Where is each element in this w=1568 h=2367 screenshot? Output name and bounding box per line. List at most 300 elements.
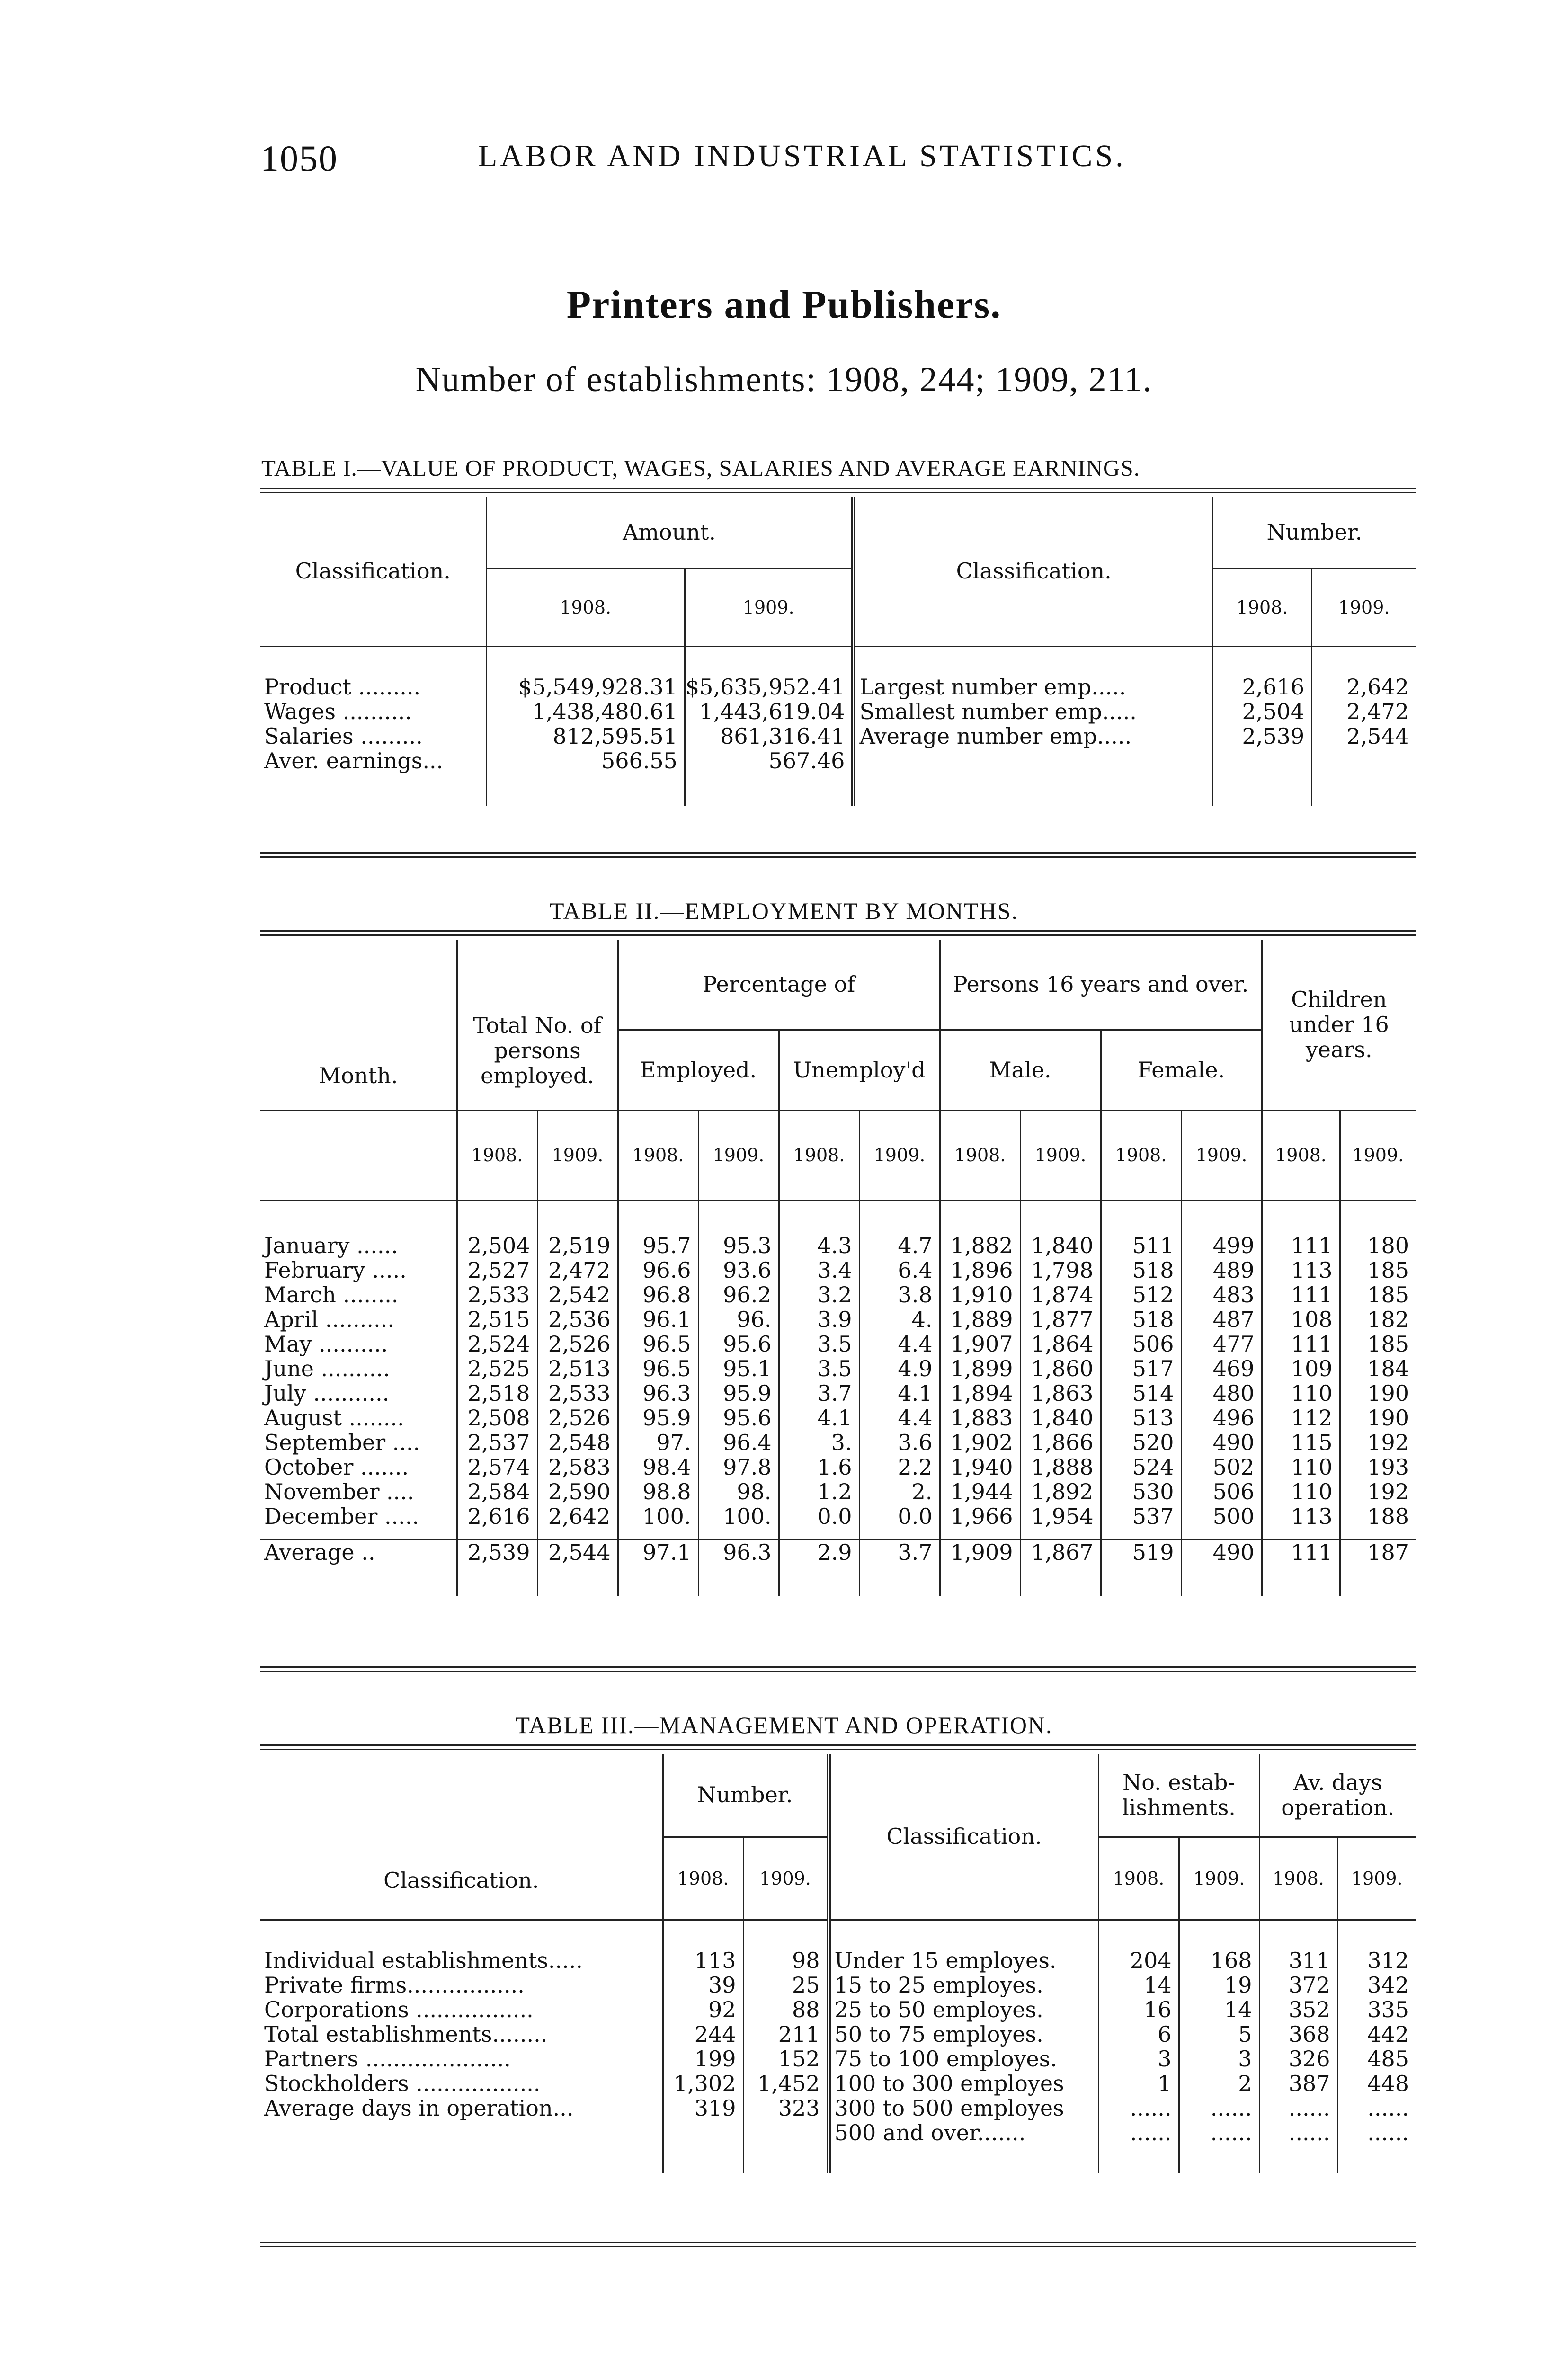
table1-number-1908-value: 2,616 <box>1212 675 1311 699</box>
table2-cell-ma9: 1,866 <box>1020 1430 1101 1455</box>
table2-cell-f9: 490 <box>1181 1430 1262 1455</box>
table2-cell-e9: 95.9 <box>698 1381 779 1406</box>
table3-estab-1909-value: 168 <box>1179 1948 1259 1973</box>
table2-cell-t9: 2,519 <box>537 1233 618 1258</box>
table2-cell-u8: 3.9 <box>779 1307 859 1332</box>
table2-cell-c9: 182 <box>1340 1307 1416 1332</box>
table2-cell-f9: 496 <box>1181 1406 1262 1430</box>
table1-number-1908: 1908. <box>1212 568 1311 646</box>
table1-number-header: Number. <box>1212 497 1416 568</box>
table2-percentage-header: Percentage of <box>618 940 940 1030</box>
table2-cell-ma9: 1,864 <box>1020 1332 1101 1356</box>
table2-children-header: Children under 16 years. <box>1262 940 1416 1110</box>
table2-cell-t8: 2,525 <box>457 1356 537 1381</box>
table2-cell-t9: 2,472 <box>537 1258 618 1282</box>
table2-cell-u8: 1.6 <box>779 1455 859 1479</box>
table2-year-1908: 1908. <box>940 1110 1020 1200</box>
table3-avdays-1908-value: 326 <box>1259 2047 1337 2071</box>
table2-row <box>260 1406 1416 1430</box>
table2-average-f8: 519 <box>1101 1539 1181 1577</box>
table1-row-label2 <box>854 748 1212 773</box>
table2-year-1908: 1908. <box>457 1110 537 1200</box>
table2-average-ma8: 1,909 <box>940 1539 1020 1577</box>
table3-row-label: Total establishments........ <box>264 2021 548 2047</box>
table2-cell-ma8: 1,896 <box>940 1258 1020 1282</box>
table2-month-label: August ........ <box>264 1405 404 1431</box>
table3-row <box>260 1997 1416 2022</box>
table2-cell-t8: 2,518 <box>457 1381 537 1406</box>
table3-size-label: Under 15 employes. <box>829 1948 1098 1973</box>
table2-cell-u9: 3.6 <box>859 1430 940 1455</box>
table2-month-label: June .......... <box>264 1356 390 1381</box>
table3-number-header: Number. <box>663 1754 829 1837</box>
table2-cell-e8: 95.9 <box>618 1406 698 1430</box>
table1-number-1909-value: 2,472 <box>1312 699 1416 724</box>
table3-number-1909-value: 98 <box>743 1948 829 1973</box>
table3-estab-1909-value: 14 <box>1179 1997 1259 2022</box>
table3-estab-1909-value: 19 <box>1179 1973 1259 1997</box>
table3-number-1908-value: 92 <box>663 1997 743 2022</box>
table3-estab-1908-value: 6 <box>1098 2022 1179 2047</box>
table3-number-1908-value <box>663 2120 743 2145</box>
table2-cell-t9: 2,526 <box>537 1332 618 1356</box>
table2-cell-u8: 3.2 <box>779 1282 859 1307</box>
table2-cell-u8: 3.4 <box>779 1258 859 1282</box>
table2-cell-c8: 113 <box>1262 1504 1340 1529</box>
table1-classification-header: Classification. <box>260 497 486 646</box>
table2-total-header: Total No. of persons employed. <box>457 940 618 1110</box>
table2-cell-ma9: 1,840 <box>1020 1406 1101 1430</box>
table2-cell-t8: 2,524 <box>457 1332 537 1356</box>
table2-cell-e8: 96.3 <box>618 1381 698 1406</box>
table3-size-label: 25 to 50 employes. <box>829 1997 1098 2022</box>
table2-year-1909: 1909. <box>1340 1110 1416 1200</box>
table3-estab-1909-value: 3 <box>1179 2047 1259 2071</box>
table2-average-t9: 2,544 <box>537 1539 618 1577</box>
table2-month-label: October ....... <box>264 1454 409 1480</box>
table1-number-1908-value <box>1212 748 1311 773</box>
table3-number-1909-value: 1,452 <box>743 2071 829 2096</box>
table3-size-label: 75 to 100 employes. <box>829 2047 1098 2071</box>
table2-cell-u9: 4.7 <box>859 1233 940 1258</box>
table2-cell-t8: 2,574 <box>457 1455 537 1479</box>
table2-cell-t9: 2,590 <box>537 1479 618 1504</box>
table2-unemployed-header: Unemploy'd <box>779 1030 940 1110</box>
table2-cell-f8: 524 <box>1101 1455 1181 1479</box>
table1-number-1909-value: 2,642 <box>1312 675 1416 699</box>
table2-cell-f8: 514 <box>1101 1381 1181 1406</box>
table3-number-1908-value: 319 <box>663 2096 743 2120</box>
table2-cell-f9: 499 <box>1181 1233 1262 1258</box>
table2-cell-e8: 100. <box>618 1504 698 1529</box>
table3-avdays-1909: 1909. <box>1337 1837 1416 1920</box>
table3-size-label: 500 and over....... <box>829 2120 1098 2145</box>
table2-cell-u8: 3.5 <box>779 1356 859 1381</box>
table2-cell-f9: 489 <box>1181 1258 1262 1282</box>
table2-female-header: Female. <box>1101 1030 1262 1110</box>
table2-cell-f8: 506 <box>1101 1332 1181 1356</box>
table3-avdays-1908-value: 352 <box>1259 1997 1337 2022</box>
table3-estab-1909-value: ...... <box>1179 2096 1259 2120</box>
table2-cell-ma9: 1,798 <box>1020 1258 1101 1282</box>
table2-cell-f9: 477 <box>1181 1332 1262 1356</box>
table1-top-rule <box>260 488 1416 493</box>
table2-cell-u8: 4.1 <box>779 1406 859 1430</box>
table2-row <box>260 1356 1416 1381</box>
table2-cell-e8: 97. <box>618 1430 698 1455</box>
table2-month-label: December ..... <box>264 1504 419 1529</box>
table2-cell-c8: 113 <box>1262 1258 1340 1282</box>
table2-month-label: February ..... <box>264 1257 407 1283</box>
table3-avdays-1909-value: 442 <box>1337 2022 1416 2047</box>
table2-cell-t9: 2,513 <box>537 1356 618 1381</box>
table2-cell-u9: 2.2 <box>859 1455 940 1479</box>
table3-avdays-1908-value: 387 <box>1259 2071 1337 2096</box>
table2-cell-ma9: 1,888 <box>1020 1455 1101 1479</box>
table2-cell-c8: 112 <box>1262 1406 1340 1430</box>
table3-row <box>260 2047 1416 2071</box>
table2-cell-c9: 190 <box>1340 1406 1416 1430</box>
table3-avdays-1909-value: ...... <box>1337 2120 1416 2145</box>
table2-cell-e8: 96.8 <box>618 1282 698 1307</box>
table2-row <box>260 1307 1416 1332</box>
table2-row <box>260 1430 1416 1455</box>
table3-size-label: 100 to 300 employes <box>829 2071 1098 2096</box>
table2-employed-header: Employed. <box>618 1030 779 1110</box>
table2-cell-c9: 190 <box>1340 1381 1416 1406</box>
table2-cell-t8: 2,537 <box>457 1430 537 1455</box>
table2-cell-c8: 108 <box>1262 1307 1340 1332</box>
table2-month-label: March ........ <box>264 1282 399 1308</box>
table2-cell-ma9: 1,874 <box>1020 1282 1101 1307</box>
table2-bottom-rule <box>260 1666 1416 1672</box>
table2-cell-c9: 180 <box>1340 1233 1416 1258</box>
table1-number-1909: 1909. <box>1312 568 1416 646</box>
table2-cell-e9: 100. <box>698 1504 779 1529</box>
table3-top-rule <box>260 1744 1416 1750</box>
table2-cell-c8: 110 <box>1262 1479 1340 1504</box>
table2-cell-ma8: 1,883 <box>940 1406 1020 1430</box>
table2-average-e8: 97.1 <box>618 1539 698 1577</box>
table2-cell-c9: 185 <box>1340 1258 1416 1282</box>
table2-average-c8: 111 <box>1262 1539 1340 1577</box>
table3-classification-header: Classification. <box>260 1754 663 1920</box>
table1-amount-1908-value: 812,595.51 <box>486 724 685 748</box>
table1-row <box>260 748 1416 773</box>
table2-cell-e8: 96.1 <box>618 1307 698 1332</box>
table2-cell-t8: 2,584 <box>457 1479 537 1504</box>
table2-year-1908: 1908. <box>618 1110 698 1200</box>
table3-row-label <box>260 2120 663 2145</box>
table2-average-u9: 3.7 <box>859 1539 940 1577</box>
table1-amount-1908: 1908. <box>486 568 685 646</box>
table2-cell-u9: 4.1 <box>859 1381 940 1406</box>
table2-month-label: July ........... <box>264 1380 390 1406</box>
table3-estab-1908-value: ...... <box>1098 2120 1179 2145</box>
table1 <box>260 497 1416 806</box>
table2-month-label: January ...... <box>264 1233 398 1258</box>
table3-size-label: 300 to 500 employes <box>829 2096 1098 2120</box>
table2-cell-t9: 2,533 <box>537 1381 618 1406</box>
table2-year-1909: 1909. <box>1181 1110 1262 1200</box>
table1-amount-1908-value: 566.55 <box>486 748 685 773</box>
table2-cell-ma8: 1,882 <box>940 1233 1020 1258</box>
table2-average-e9: 96.3 <box>698 1539 779 1577</box>
table2-row <box>260 1479 1416 1504</box>
table1-bottom-rule <box>260 852 1416 858</box>
table3-number-1909-value: 88 <box>743 1997 829 2022</box>
table2-year-1908: 1908. <box>1101 1110 1181 1200</box>
table3-number-1908-value: 39 <box>663 1973 743 1997</box>
table2-cell-ma9: 1,863 <box>1020 1381 1101 1406</box>
table2-row <box>260 1233 1416 1258</box>
table2-cell-c9: 185 <box>1340 1282 1416 1307</box>
table2-cell-ma8: 1,894 <box>940 1381 1020 1406</box>
table1-row-label: Product ......... <box>264 674 421 700</box>
table2-male-header: Male. <box>940 1030 1101 1110</box>
table2-cell-t8: 2,508 <box>457 1406 537 1430</box>
table2-cell-c8: 111 <box>1262 1332 1340 1356</box>
table1-row <box>260 699 1416 724</box>
table3-avdays-1909-value: 342 <box>1337 1973 1416 1997</box>
table2-cell-e8: 96.5 <box>618 1356 698 1381</box>
table3-number-1908-value: 244 <box>663 2022 743 2047</box>
table3-avdays-1908: 1908. <box>1259 1837 1337 1920</box>
table1-amount-1909-value: 567.46 <box>685 748 854 773</box>
table2-cell-c8: 111 <box>1262 1233 1340 1258</box>
table3-number-1909-value <box>743 2120 829 2145</box>
table2-cell-t9: 2,526 <box>537 1406 618 1430</box>
table2-cell-t9: 2,536 <box>537 1307 618 1332</box>
table3-estab-1908: 1908. <box>1098 1837 1179 1920</box>
table1-amount-1908-value: 1,438,480.61 <box>486 699 685 724</box>
table2-cell-f8: 518 <box>1101 1258 1181 1282</box>
table2-cell-ma8: 1,899 <box>940 1356 1020 1381</box>
table2-cell-t9: 2,583 <box>537 1455 618 1479</box>
page-title: Printers and Publishers. <box>566 283 1002 327</box>
table1-amount-1909: 1909. <box>685 568 854 646</box>
page-number: 1050 <box>260 138 338 179</box>
table2-month-header: Month. <box>260 940 457 1110</box>
table2-cell-e9: 95.3 <box>698 1233 779 1258</box>
table2-year-1909: 1909. <box>1020 1110 1101 1200</box>
table2-year-1909: 1909. <box>537 1110 618 1200</box>
table3-estab-1908-value: 3 <box>1098 2047 1179 2071</box>
table3-number-1909-value: 323 <box>743 2096 829 2120</box>
table3-row-label: Private firms................. <box>264 1972 525 1998</box>
table2-cell-f9: 487 <box>1181 1307 1262 1332</box>
table2-cell-u9: 2. <box>859 1479 940 1504</box>
table1-number-1908-value: 2,539 <box>1212 724 1311 748</box>
table3-row-label: Average days in operation... <box>264 2095 574 2121</box>
table2-cell-e9: 95.6 <box>698 1332 779 1356</box>
table3-row-label: Partners ..................... <box>264 2046 511 2072</box>
table2-cell-c8: 111 <box>1262 1282 1340 1307</box>
table3-avdays-1908-value: 311 <box>1259 1948 1337 1973</box>
table2-cell-f8: 530 <box>1101 1479 1181 1504</box>
table2-row <box>260 1455 1416 1479</box>
table2-cell-ma9: 1,892 <box>1020 1479 1101 1504</box>
table3-row <box>260 2096 1416 2120</box>
table3-row <box>260 2071 1416 2096</box>
table2-cell-u8: 3.7 <box>779 1381 859 1406</box>
table3-avdays-1909-value: 448 <box>1337 2071 1416 2096</box>
table2-cell-c8: 110 <box>1262 1381 1340 1406</box>
table2-average-row <box>260 1539 1416 1577</box>
table3-number-1908-value: 113 <box>663 1948 743 1973</box>
table2-cell-e9: 98. <box>698 1479 779 1504</box>
table3-estab-1908-value: 204 <box>1098 1948 1179 1973</box>
table3-estab-1909-value: 2 <box>1179 2071 1259 2096</box>
table2-cell-e8: 96.5 <box>618 1332 698 1356</box>
table2-cell-f8: 520 <box>1101 1430 1181 1455</box>
table2-caption: TABLE II.—EMPLOYMENT BY MONTHS. <box>550 898 1018 924</box>
table2-cell-t9: 2,542 <box>537 1282 618 1307</box>
table2-cell-e9: 96.4 <box>698 1430 779 1455</box>
table2-cell-e9: 95.1 <box>698 1356 779 1381</box>
table2-cell-u9: 4.9 <box>859 1356 940 1381</box>
table3-bottom-rule <box>260 2242 1416 2247</box>
table1-classification2-header: Classification. <box>854 497 1212 646</box>
table3-size-label: 50 to 75 employes. <box>829 2022 1098 2047</box>
table3-row <box>260 2022 1416 2047</box>
table2-average-c9: 187 <box>1340 1539 1416 1577</box>
table1-number-1908-value: 2,504 <box>1212 699 1311 724</box>
table2-year-1909: 1909. <box>859 1110 940 1200</box>
table1-row-label2: Average number emp..... <box>854 724 1212 748</box>
table3-estab-1908-value: 16 <box>1098 1997 1179 2022</box>
table3-estab-1908-value: ...... <box>1098 2096 1179 2120</box>
table2-cell-t8: 2,515 <box>457 1307 537 1332</box>
table3-number-1909: 1909. <box>743 1837 829 1920</box>
table3-number-1908-value: 199 <box>663 2047 743 2071</box>
table2-year-1908: 1908. <box>779 1110 859 1200</box>
table2-cell-c8: 109 <box>1262 1356 1340 1381</box>
table2-cell-ma8: 1,940 <box>940 1455 1020 1479</box>
table3-estab-1909: 1909. <box>1179 1837 1259 1920</box>
table1-row-label: Aver. earnings... <box>264 748 444 774</box>
table2-cell-c9: 192 <box>1340 1479 1416 1504</box>
table2-cell-t9: 2,642 <box>537 1504 618 1529</box>
table2-cell-t8: 2,527 <box>457 1258 537 1282</box>
table3-avdays-1908-value: ...... <box>1259 2096 1337 2120</box>
table3-row-label: Stockholders .................. <box>264 2071 541 2096</box>
table3-classification2-header: Classification. <box>829 1754 1098 1920</box>
table1-caption: TABLE I.—VALUE OF PRODUCT, WAGES, SALARIES AND AVERAGE EARNINGS. <box>261 455 1140 481</box>
table2-cell-f8: 511 <box>1101 1233 1181 1258</box>
table2-cell-e9: 95.6 <box>698 1406 779 1430</box>
table2-cell-ma8: 1,889 <box>940 1307 1020 1332</box>
table2-cell-f9: 502 <box>1181 1455 1262 1479</box>
table1-row <box>260 675 1416 699</box>
table3-row <box>260 2120 1416 2145</box>
table2-cell-f8: 537 <box>1101 1504 1181 1529</box>
table2-cell-u8: 3. <box>779 1430 859 1455</box>
table2-row <box>260 1381 1416 1406</box>
table3-estab-header: No. estab- lishments. <box>1098 1754 1259 1837</box>
table3-estab-1909-value: 5 <box>1179 2022 1259 2047</box>
table1-row-label: Wages .......... <box>264 699 412 724</box>
table2-cell-t8: 2,504 <box>457 1233 537 1258</box>
table2-cell-c9: 188 <box>1340 1504 1416 1529</box>
table2-cell-e8: 98.4 <box>618 1455 698 1479</box>
table2-cell-f9: 506 <box>1181 1479 1262 1504</box>
table2-cell-t8: 2,533 <box>457 1282 537 1307</box>
table2-row <box>260 1282 1416 1307</box>
table3-avdays-1908-value: 372 <box>1259 1973 1337 1997</box>
table1-row-label2: Smallest number emp..... <box>854 699 1212 724</box>
table3-caption: TABLE III.—MANAGEMENT AND OPERATION. <box>515 1712 1053 1738</box>
table2-month-label: April .......... <box>264 1307 394 1332</box>
table2-cell-u9: 4. <box>859 1307 940 1332</box>
table2 <box>260 940 1416 1596</box>
table2-average-ma9: 1,867 <box>1020 1539 1101 1577</box>
table2-cell-e9: 96. <box>698 1307 779 1332</box>
table2-month-label: September .... <box>264 1430 420 1455</box>
table3-number-1909-value: 152 <box>743 2047 829 2071</box>
table2-cell-f9: 469 <box>1181 1356 1262 1381</box>
table2-cell-ma8: 1,902 <box>940 1430 1020 1455</box>
table2-cell-u8: 1.2 <box>779 1479 859 1504</box>
table2-cell-f9: 483 <box>1181 1282 1262 1307</box>
table2-cell-f8: 513 <box>1101 1406 1181 1430</box>
table2-row <box>260 1258 1416 1282</box>
table1-amount-1909-value: 861,316.41 <box>685 724 854 748</box>
table2-cell-e9: 96.2 <box>698 1282 779 1307</box>
table1-number-1909-value <box>1312 748 1416 773</box>
table1-amount-1909-value: $5,635,952.41 <box>685 675 854 699</box>
table2-cell-u8: 0.0 <box>779 1504 859 1529</box>
table2-cell-c8: 110 <box>1262 1455 1340 1479</box>
running-head: LABOR AND INDUSTRIAL STATISTICS. <box>478 139 1126 173</box>
table2-cell-ma9: 1,860 <box>1020 1356 1101 1381</box>
table3-row <box>260 1973 1416 1997</box>
table2-cell-c9: 192 <box>1340 1430 1416 1455</box>
table3-avdays-1908-value: ...... <box>1259 2120 1337 2145</box>
table2-year-1908: 1908. <box>1262 1110 1340 1200</box>
table2-cell-u9: 0.0 <box>859 1504 940 1529</box>
table2-average-t8: 2,539 <box>457 1539 537 1577</box>
table2-average-u8: 2.9 <box>779 1539 859 1577</box>
table2-cell-u9: 6.4 <box>859 1258 940 1282</box>
table2-cell-ma9: 1,877 <box>1020 1307 1101 1332</box>
table2-cell-c8: 115 <box>1262 1430 1340 1455</box>
table3-estab-1908-value: 14 <box>1098 1973 1179 1997</box>
establishments-count: Number of establishments: 1908, 244; 1909, 211. <box>415 360 1153 399</box>
table1-row-label2: Largest number emp..... <box>854 675 1212 699</box>
table3-row-label: Corporations ................. <box>264 1997 534 2022</box>
table1-amount-1909-value: 1,443,619.04 <box>685 699 854 724</box>
table2-cell-ma8: 1,966 <box>940 1504 1020 1529</box>
table3-avdays-1909-value: 312 <box>1337 1948 1416 1973</box>
table2-average-f9: 490 <box>1181 1539 1262 1577</box>
table2-cell-t8: 2,616 <box>457 1504 537 1529</box>
table2-month-label: November .... <box>264 1479 414 1504</box>
table2-row <box>260 1332 1416 1356</box>
table2-persons16-header: Persons 16 years and over. <box>940 940 1262 1030</box>
table2-cell-f9: 500 <box>1181 1504 1262 1529</box>
table3-number-1908-value: 1,302 <box>663 2071 743 2096</box>
table2-cell-e8: 95.7 <box>618 1233 698 1258</box>
table3-avdays-1908-value: 368 <box>1259 2022 1337 2047</box>
table2-cell-ma9: 1,840 <box>1020 1233 1101 1258</box>
table3-size-label: 15 to 25 employes. <box>829 1973 1098 1997</box>
table2-cell-t9: 2,548 <box>537 1430 618 1455</box>
table3-estab-1909-value: ...... <box>1179 2120 1259 2145</box>
table1-row-label: Salaries ......... <box>264 723 423 749</box>
table2-average-label: Average .. <box>264 1539 375 1565</box>
table3 <box>260 1754 1416 2173</box>
